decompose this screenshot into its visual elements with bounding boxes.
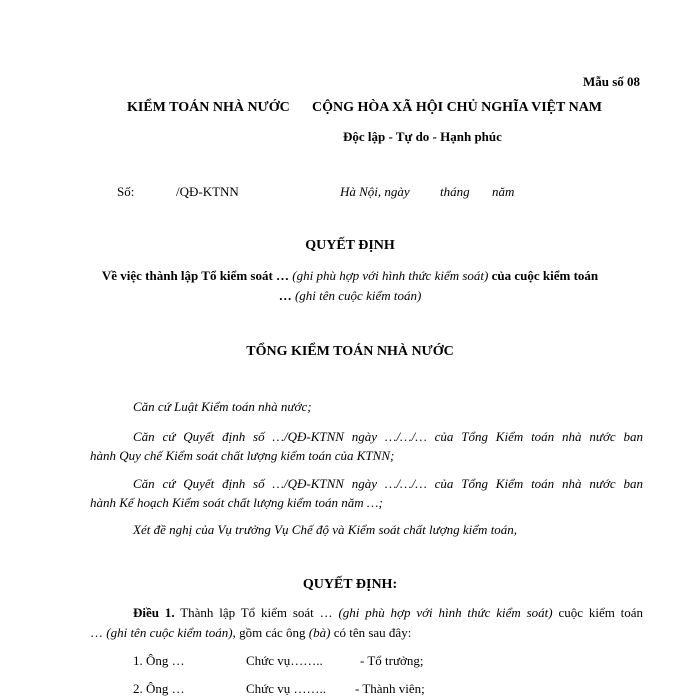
doc-year: năm bbox=[492, 184, 515, 199]
article-1-line-2 bbox=[90, 625, 411, 641]
doc-number-suffix: /QĐ-KTNN bbox=[176, 184, 239, 199]
form-number: Mẫu số 08 bbox=[583, 74, 641, 89]
article-1-text-3: … bbox=[90, 625, 103, 640]
issuing-authority: TỔNG KIỂM TOÁN NHÀ NƯỚC bbox=[246, 344, 454, 359]
article-1-line-1 bbox=[133, 605, 643, 621]
basis-2-line-1: Căn cứ Quyết định số …/QĐ-KTNN ngày …/…/… của Tổng Kiểm toán nhà nước ban bbox=[133, 429, 643, 444]
article-1-italic-1: (ghi phù hợp với hình thức kiểm soát) bbox=[338, 605, 553, 620]
article-1-text-5: có tên sau đây: bbox=[333, 625, 412, 640]
basis-2-line-2: hành Quy chế Kiểm soát chất lượng kiểm toán của KTNN; bbox=[90, 448, 395, 463]
subject-bold-1: Về việc thành lập Tổ kiểm soát … bbox=[101, 268, 290, 283]
decision-heading: QUYẾT ĐỊNH: bbox=[302, 577, 398, 592]
doc-place-date: Hà Nội, ngày bbox=[340, 184, 410, 199]
decision-title: QUYẾT ĐỊNH bbox=[305, 238, 395, 253]
article-1-label: Điều 1. bbox=[133, 605, 175, 620]
basis-3-line-2: hành Kế hoạch Kiểm soát chất lượng kiểm toán năm …; bbox=[90, 495, 383, 510]
member-1-no: 1. Ông … bbox=[133, 653, 185, 668]
subject-italic-2: (ghi tên cuộc kiểm toán) bbox=[294, 288, 422, 303]
article-1-text-4: , gồm các ông bbox=[232, 625, 306, 640]
basis-1: Căn cứ Luật Kiểm toán nhà nước; bbox=[133, 399, 312, 414]
article-1-italic-3: (bà) bbox=[308, 625, 331, 640]
basis-3-line-1: Căn cứ Quyết định số …/QĐ-KTNN ngày …/…/… của Tổng Kiểm toán nhà nước ban bbox=[133, 476, 643, 491]
member-2-position: Chức vụ …….. bbox=[246, 681, 326, 696]
article-1-italic-2: (ghi tên cuộc kiểm toán) bbox=[106, 625, 233, 640]
article-1-text-2: cuộc kiểm toán bbox=[558, 605, 644, 620]
subject-bold-3: … bbox=[278, 288, 292, 303]
doc-number-label: Số: bbox=[117, 184, 135, 199]
subject-italic-1: (ghi phù hợp với hình thức kiểm soát) bbox=[292, 268, 489, 283]
member-1-position: Chức vụ…….. bbox=[246, 653, 323, 668]
subject-bold-2: của cuộc kiểm toán bbox=[491, 268, 599, 283]
doc-month: tháng bbox=[440, 184, 470, 199]
basis-4: Xét đề nghị của Vụ trưởng Vụ Chế độ và Kiểm soát chất lượng kiểm toán, bbox=[133, 522, 518, 537]
member-2-role: - Thành viên; bbox=[355, 681, 425, 696]
agency-name: KIỂM TOÁN NHÀ NƯỚC bbox=[127, 100, 290, 115]
member-2-no: 2. Ông … bbox=[133, 681, 185, 696]
decision-subject-line-1 bbox=[0, 268, 700, 284]
nation-name: CỘNG HÒA XÃ HỘI CHỦ NGHĨA VIỆT NAM bbox=[312, 100, 603, 115]
national-motto: Độc lập - Tự do - Hạnh phúc bbox=[343, 129, 502, 144]
article-1-text-1: Thành lập Tổ kiểm soát … bbox=[180, 605, 333, 620]
member-1-role: - Tổ trưởng; bbox=[360, 653, 424, 668]
decision-subject-line-2 bbox=[0, 288, 700, 304]
